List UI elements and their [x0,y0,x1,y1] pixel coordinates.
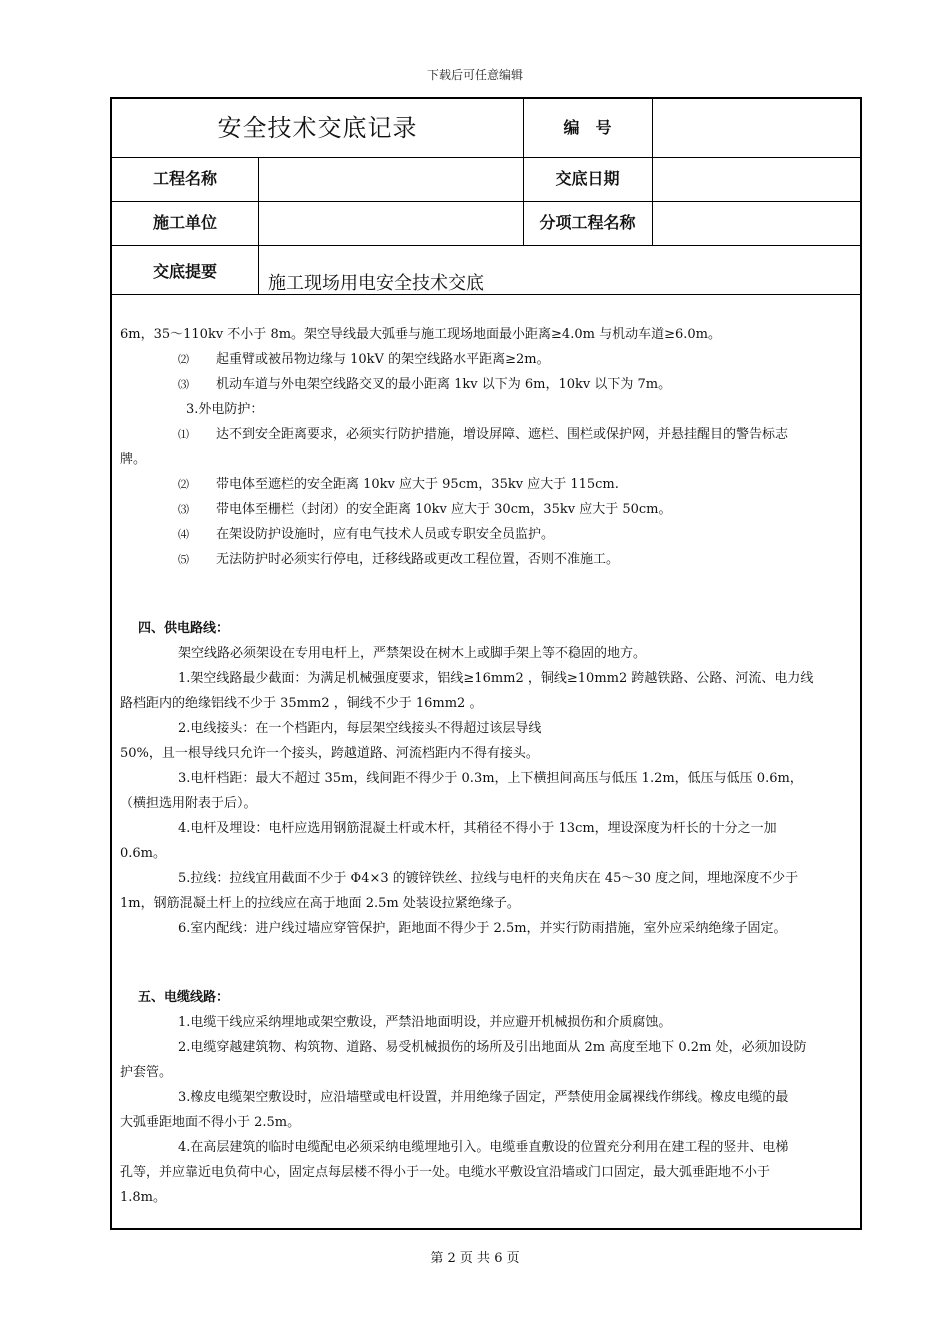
content-line: 6m，35～110kv 不小于 8m。架空导线最大弧垂与施工现场地面最小距离≥4.0m 与机动车道≥6.0m。 [120,327,721,342]
item-text: 带电体至遮栏的安全距离 10kv 应大于 95cm，35kv 应大于 115cm. [216,477,619,492]
content-line: 1.8m。 [120,1190,167,1205]
item-text: 带电体至栅栏（封闭）的安全距离 10kv 应大于 30cm，35kv 应大于 50cm。 [216,502,672,517]
date-field[interactable] [652,157,860,201]
content-line: 5.拉线：拉线宜用截面不少于 Φ4×3 的镀锌铁丝、拉线与电杆的夹角庆在 45～30 度之间，埋地深度不少于 [178,871,799,886]
content-line: 6.室内配线：进户线过墙应穿管保护，距地面不得少于 2.5m，并实行防雨措施，室外应采纳绝缘子固定。 [178,921,787,936]
content-line: 4.电杆及埋设：电杆应选用钢筋混凝土杆或木杆，其稍径不得小于 13cm，埋设深度为杆长的十分之一加 [178,821,777,836]
content-line: 牌。 [120,452,147,467]
row-divider [112,245,860,246]
project-name-label: 工程名称 [152,169,217,188]
content-line: 架空线路必须架设在专用电杆上，严禁架设在树木上或脚手架上等不稳固的地方。 [178,646,647,661]
item-number: ⑵ [178,478,189,491]
list-item [120,372,856,397]
item-text: 达不到安全距离要求，必须实行防护措施，增设屏障、遮栏、围栏或保护网，并悬挂醒目的警告标志 [216,427,789,442]
item-number: ⑴ [178,428,189,441]
content-line: 1m，钢筋混凝土杆上的拉线应在高于地面 2.5m 处装设拉紧绝缘子。 [120,896,520,911]
subproject-label: 分项工程名称 [539,213,636,232]
section-heading-power-lines: 四、供电路线： [138,621,230,636]
briefing-content [112,294,860,1228]
date-label: 交底日期 [555,169,620,188]
content-line: 50%，且一根导线只允许一个接头，跨越道路、河流档距内不得有接头。 [120,746,539,761]
safety-briefing-form [110,97,862,1230]
list-item [120,472,856,497]
item-number: ⑵ [178,353,189,366]
form-title: 安全技术交底记录 [217,114,418,142]
content-line: 护套管。 [120,1065,173,1080]
content-line: 3.电杆档距：最大不超过 35m，线间距不得少于 0.3m，上下横担间高压与低压 1.2m，低压与低压 0.6m， [178,771,803,786]
content-line: 孔等，并应靠近电负荷中心，固定点每层楼不得小于一处。电缆水平敷设宜沿墙或门口固定，最大弧垂距地不小于 [120,1165,771,1180]
summary-label: 交底提要 [152,262,217,281]
content-line: 路档距内的绝缘铝线不少于 35mm2 ，铜线不少于 16mm2 。 [120,696,483,711]
item-number: ⑸ [178,553,189,566]
item-text: 机动车道与外电架空线路交叉的最小距离 1kv 以下为 6m，10kv 以下为 7m。 [216,377,672,392]
item-number: ⑶ [178,503,189,516]
item-text: 起重臂或被吊物边缘与 10kV 的架空线路水平距离≥2m。 [216,352,550,367]
download-note: 下载后可任意编辑 [426,68,523,82]
list-item [120,422,856,447]
construction-unit-field[interactable] [258,201,523,245]
content-line: 4.在高层建筑的临时电缆配电必须采纳电缆埋地引入。电缆垂直敷设的位置充分利用在建工程的竖井、电梯 [178,1140,789,1155]
number-field[interactable] [652,99,860,157]
content-line: 0.6m。 [120,846,167,861]
content-line: 3.橡皮电缆架空敷设时，应沿墙壁或电杆设置，并用绝缘子固定，严禁使用金属裸线作绑线。橡皮电缆的最 [178,1090,789,1105]
content-line: 2.电缆穿越建筑物、构筑物、道路、易受机械损伤的场所及引出地面从 2m 高度至地下 0.2m 处，必须加设防 [178,1040,807,1055]
item-text: 在架设防护设施时，应有电气技术人员或专职安全员监护。 [216,527,555,542]
item-number: ⑶ [178,378,189,391]
content-line: 大弧垂距地面不得小于 2.5m。 [120,1115,301,1130]
content-line: （横担选用附表于后）。 [120,796,257,811]
list-item [120,347,856,372]
content-line: 2.电线接头：在一个档距内，每层架空线接头不得超过该层导线 [178,721,542,736]
subproject-field[interactable] [652,201,860,245]
project-name-field[interactable] [258,157,523,201]
summary-value: 施工现场用电安全技术交底 [268,273,484,294]
item-number: ⑷ [178,528,189,541]
number-label: 编 号 [563,118,612,137]
construction-unit-label: 施工单位 [152,213,217,232]
list-item [120,522,856,547]
page-number: 第 2 页 共 6 页 [430,1251,520,1266]
subheading: 3.外电防护： [186,402,264,417]
section-heading-cable-lines: 五、电缆线路： [138,990,230,1005]
content-line: 1.架空线路最少截面：为满足机械强度要求，铝线≥16mm2 ，铜线≥10mm2 跨越铁路、公路、河流、电力线 [178,671,814,686]
item-text: 无法防护时必须实行停电，迁移线路或更改工程位置，否则不准施工。 [216,552,620,567]
content-line: 1.电缆干线应采纳埋地或架空敷设，严禁沿地面明设，并应避开机械损伤和介质腐蚀。 [178,1015,672,1030]
list-item [120,547,856,572]
list-item [120,497,856,522]
